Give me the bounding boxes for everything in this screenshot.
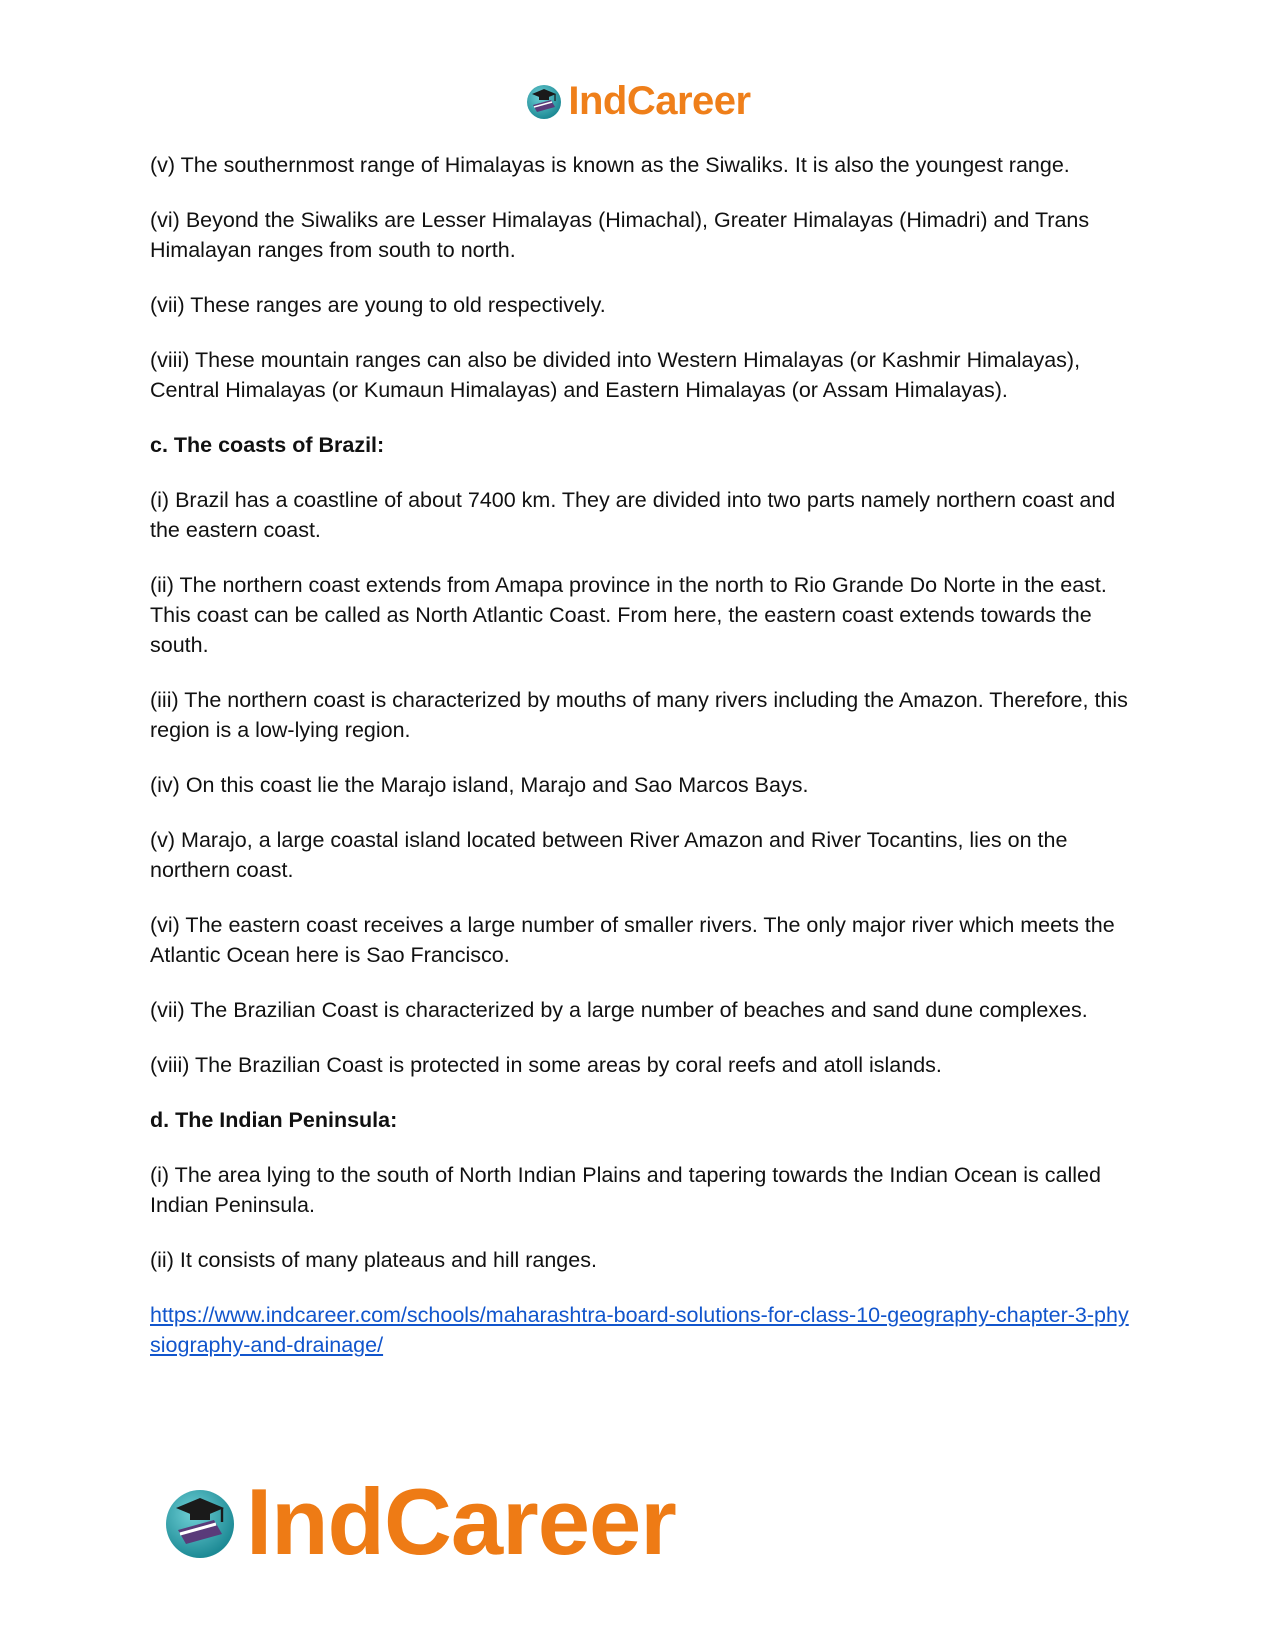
list-item: (ii) It consists of many plateaus and hill ranges. <box>150 1248 597 1272</box>
header-logo <box>0 78 1275 124</box>
source-link[interactable]: https://www.indcareer.com/schools/maharashtra-board-solutions-for-class-10-geography-chapter-3-physiography-and-drainage/ <box>150 1303 1129 1357</box>
paragraph: (vi) Beyond the Siwaliks are Lesser Himalayas (Himachal), Greater Himalayas (Himadri) and Trans Himalayan ranges from south to north. <box>150 208 1090 262</box>
list-item: (ii) The northern coast extends from Amapa province in the north to Rio Grande Do Norte in the east. This coast can be called as North Atlantic Coast. From here, the eastern coast extends towards the south. <box>150 573 1107 657</box>
main-content <box>150 150 1130 1360</box>
logo-text: IndCareer <box>246 1469 676 1574</box>
list-item: (i) Brazil has a coastline of about 7400 km. They are divided into two parts namely northern coast and the eastern coast. <box>150 488 1116 542</box>
paragraph: (v) The southernmost range of Himalayas is known as the Siwaliks. It is also the youngest range. <box>150 153 1070 177</box>
section-heading-peninsula: d. The Indian Peninsula: <box>150 1108 398 1132</box>
footer-logo <box>160 1469 676 1574</box>
list-item: (viii) The Brazilian Coast is protected in some areas by coral reefs and atoll islands. <box>150 1053 942 1077</box>
section-heading-brazil: c. The coasts of Brazil: <box>150 433 385 457</box>
list-item: (vi) The eastern coast receives a large number of smaller rivers. The only major river which meets the Atlantic Ocean here is Sao Francisco. <box>150 913 1115 967</box>
logo <box>524 78 750 124</box>
list-item: (iii) The northern coast is characterized by mouths of many rivers including the Amazon. Therefore, this region is a low-lying region. <box>150 688 1128 742</box>
list-item: (i) The area lying to the south of North Indian Plains and tapering towards the Indian Ocean is called Indian Peninsula. <box>150 1163 1101 1217</box>
list-item: (iv) On this coast lie the Marajo island, Marajo and Sao Marcos Bays. <box>150 773 809 797</box>
graduation-cap-book-globe-icon <box>160 1482 240 1562</box>
logo-text: IndCareer <box>568 79 751 123</box>
paragraph: (viii) These mountain ranges can also be divided into Western Himalayas (or Kashmir Himalayas), Central Himalayas (or Kumaun Himalayas) and Eastern Himalayas (or Assam Himalayas). <box>150 348 1081 402</box>
graduation-cap-book-globe-icon <box>524 81 564 121</box>
list-item: (vii) The Brazilian Coast is characterized by a large number of beaches and sand dune complexes. <box>150 998 1088 1022</box>
paragraph: (vii) These ranges are young to old respectively. <box>150 293 606 317</box>
list-item: (v) Marajo, a large coastal island located between River Amazon and River Tocantins, lies on the northern coast. <box>150 828 1068 882</box>
